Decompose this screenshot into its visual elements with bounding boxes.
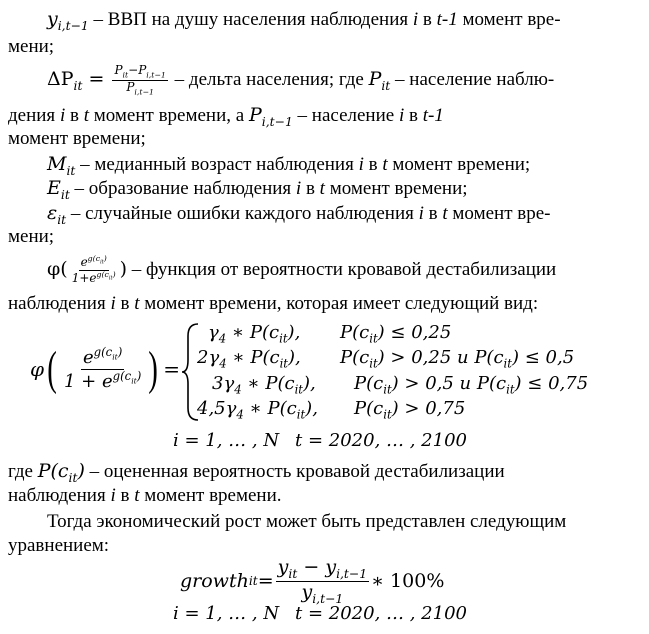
phi-den-sup-end: ) (112, 270, 116, 280)
where-cont-2: в (115, 485, 135, 506)
e-t: t (319, 178, 325, 199)
pw-case-4 (197, 398, 318, 422)
pw-case-3-close: ), (303, 373, 316, 394)
phi-den-sup: g(c (96, 270, 109, 280)
pw-case-2-expr: 2γ (197, 347, 220, 368)
dp-cont-2: в (65, 105, 84, 126)
pw-den-1: 1 + e (64, 370, 113, 392)
dp-p-sub: it (381, 79, 391, 93)
eps-mid: в (423, 203, 443, 224)
growth-num-mid: − y (297, 556, 337, 578)
pw-cond-1-a: P(c (340, 322, 370, 343)
pw-case-1-expr: γ (208, 322, 219, 343)
pw-cond-1-rest: ) ≤ 0,25 (377, 322, 452, 343)
phi-den-1: 1+e (71, 271, 97, 286)
dp-lhs: ΔP (47, 68, 74, 91)
dp-p: P (368, 68, 382, 91)
def-eps-line (47, 202, 550, 231)
pw-case-3-c-sub: it (294, 382, 303, 397)
growth-eq: = (257, 570, 274, 593)
pw-cond-3-rest2: ) ≤ 0,75 (514, 373, 589, 394)
pw-fraction (62, 346, 143, 392)
pw-num-sup-end: ) (117, 344, 123, 359)
dp-t: t (83, 105, 89, 126)
dp-t2: t-1 (422, 105, 444, 126)
def-dp-line (47, 64, 554, 101)
growth-range-i: i = 1, … , N (173, 603, 280, 624)
pw-cond-3 (354, 373, 588, 397)
phi-num-sup-end: ) (103, 254, 107, 264)
pw-case-4-c-sub: it (296, 407, 306, 422)
pw-cond-4 (354, 398, 465, 422)
piecewise-lhs (30, 342, 181, 395)
dp-i: i (59, 105, 66, 126)
pw-left-paren: ( (47, 342, 57, 395)
where-text-2: – оцененная вероятность кровавой дестабилизации (84, 461, 505, 482)
dp-text-2: – население наблю- (390, 69, 555, 91)
pw-phi: φ (30, 357, 45, 381)
pw-case-4-rest: ∗ P(c (243, 398, 297, 419)
dp-num-minus: −P (128, 63, 147, 77)
pw-cond-1 (340, 322, 451, 346)
where-p: P(c (37, 460, 69, 482)
e-symbol: E (47, 177, 61, 199)
def-y-line (47, 8, 561, 37)
dp-p2-sub: i,t−1 (261, 114, 293, 129)
pw-cond-2-sub: it (369, 356, 378, 371)
pw-num-e: e (82, 346, 94, 368)
growth-num (276, 557, 369, 582)
dp-den-p: P (126, 80, 135, 95)
e-sub: it (60, 187, 70, 202)
m-t: t (382, 154, 388, 175)
e-text-2: момент времени; (324, 178, 468, 199)
pw-num-sup: g(c (93, 344, 113, 359)
pw-case-1-c-sub: it (279, 331, 288, 346)
pw-cond-3-sub: it (383, 382, 392, 397)
where-text-1: где (8, 461, 38, 482)
dp-num-sub: it (122, 70, 129, 80)
pw-case-1-expr-sub: 4 (218, 331, 227, 346)
pw-case-2-rest: ∗ P(c (226, 347, 280, 368)
pw-case-2-c-sub: it (279, 356, 288, 371)
pw-cond-2-rest2: ) ≤ 0,5 (511, 347, 575, 368)
phi-num-sup-sub: it (100, 259, 104, 266)
pw-case-2-expr-sub: 4 (219, 356, 227, 371)
pw-range-i: i = 1, … , N (173, 430, 280, 451)
eps-text-1: – случайные ошибки каждого наблюдения (66, 203, 419, 224)
def-y-text-2: момент вре- (457, 9, 561, 30)
m-i: i (358, 154, 364, 175)
phi-cont-1: наблюдения (8, 293, 111, 314)
m-text-2: момент времени; (387, 154, 531, 175)
phi-t: t (134, 293, 140, 314)
eps-symbol: ε (47, 202, 58, 224)
growth-lhs: growth (180, 570, 249, 593)
pw-case-3-expr: 3γ (212, 373, 235, 394)
pw-cond-2-sub2: it (503, 356, 512, 371)
pw-cond-2 (340, 347, 574, 371)
e-mid: в (301, 178, 320, 199)
growth-intro-2: уравнением: (8, 535, 110, 556)
dp-i2: i (398, 105, 405, 126)
pw-cond-3-rest: ) > 0,5 и P(c (391, 373, 507, 394)
growth-intro-1: Тогда экономический рост может быть представлен следующим (47, 511, 567, 532)
dp-numerator (112, 64, 167, 81)
pw-cond-4-sub: it (383, 407, 392, 422)
pw-eq: = (163, 357, 181, 381)
pw-cond-2-rest: ) > 0,25 и P(c (377, 347, 504, 368)
where-cont-1: наблюдения (8, 485, 111, 506)
phi-den (70, 271, 118, 286)
pw-cond-3-a: P(c (354, 373, 384, 394)
eps-t: t (442, 203, 448, 224)
pw-right-paren: ) (148, 342, 159, 395)
m-sub: it (66, 163, 76, 178)
growth-den-y: y (301, 580, 313, 603)
growth-num-y: y (277, 556, 289, 578)
phi-fraction (70, 255, 118, 286)
def-y-i: i (412, 9, 419, 30)
pw-case-4-expr: 4,5γ (197, 398, 237, 419)
dp-cont-5: в (404, 105, 423, 126)
phi-num-e: e (80, 255, 88, 270)
pw-cond-3-sub2: it (506, 382, 515, 397)
pw-cond-2-a: P(c (340, 347, 370, 368)
pw-case-4-expr-sub: 4 (236, 407, 244, 422)
phi-cont-2: в (115, 293, 135, 314)
growth-formula (180, 557, 444, 606)
pw-case-1 (208, 322, 300, 346)
pw-case-1-rest: ∗ P(c (226, 322, 280, 343)
where-cont-3: момент времени. (139, 485, 282, 506)
def-phi-cont (8, 293, 538, 315)
eps-i: i (418, 203, 424, 224)
dp-eq: = (82, 68, 111, 91)
growth-fraction (276, 557, 369, 606)
where-cont (8, 485, 282, 507)
e-text-1: – образование наблюдения (69, 178, 296, 199)
phi-cont-3: момент времени, которая имеет следующий вид: (139, 293, 539, 314)
growth-den-sub: i,t−1 (312, 591, 344, 606)
growth-lhs-sub: it (248, 574, 258, 589)
pw-range-t: t = 2020, … , 2100 (295, 430, 467, 451)
phi-num-sup: g(c (87, 254, 101, 264)
eps-text-2: момент вре- (447, 203, 551, 224)
growth-num-sub1: it (288, 566, 298, 581)
pw-case-3-expr-sub: 4 (234, 382, 242, 397)
dp-fraction (112, 64, 167, 98)
dp-den-sub: i,t−1 (134, 87, 155, 97)
where-sub: it (68, 470, 78, 485)
pw-case-2 (197, 347, 301, 371)
pw-cond-1-sub: it (369, 331, 378, 346)
growth-range-t: t = 2020, … , 2100 (295, 603, 467, 624)
dp-cont-1: дения (8, 105, 60, 126)
dp-num-p: P (114, 63, 123, 77)
eps-sub: it (57, 212, 67, 227)
phi-num (79, 255, 109, 271)
phi-den-sup-sub: it (108, 275, 113, 282)
e-i: i (295, 178, 302, 199)
y-symbol: y (47, 8, 58, 30)
phi-close: ) (119, 258, 128, 280)
def-eps-cont: мени; (8, 226, 55, 247)
dp-lhs-sub: it (73, 79, 83, 93)
def-phi-line (47, 252, 556, 287)
pw-den (62, 370, 143, 393)
pw-num-sup-sub: it (112, 352, 118, 362)
dp-denominator (124, 81, 156, 97)
m-symbol: M (47, 153, 67, 175)
def-y-mid: в (418, 9, 437, 30)
phi-i: i (110, 293, 116, 314)
dp-p2: P (248, 104, 262, 126)
pw-den-sup-end: ) (136, 368, 142, 383)
pw-case-3-rest: ∗ P(c (241, 373, 295, 394)
pw-cond-4-rest: ) > 0,75 (391, 398, 466, 419)
pw-case-2-close: ), (288, 347, 301, 368)
y-subscript: i,t−1 (57, 18, 89, 33)
def-y-text: – ВВП на душу населения наблюдения (88, 9, 413, 30)
def-dp-cont-2: момент времени; (8, 128, 146, 149)
dp-cont-3: момент времени, а (88, 105, 249, 126)
phi-text-1: – функция от вероятности кровавой дестабилизации (127, 259, 557, 280)
dp-cont-4: – население (292, 105, 399, 126)
m-mid: в (363, 154, 383, 175)
pw-case-1-close: ), (287, 322, 301, 343)
pw-den-sup: g(c (112, 368, 132, 383)
phi-open: φ( (47, 258, 68, 280)
growth-num-sub2: i,t−1 (336, 566, 368, 581)
where-t: t (134, 485, 140, 506)
growth-rest: ∗ 100% (371, 570, 445, 593)
def-y-t: t-1 (436, 9, 458, 30)
pw-num (81, 346, 124, 370)
pw-case-3 (212, 373, 316, 397)
where-i: i (110, 485, 116, 506)
dp-num-sub2: i,t−1 (146, 70, 166, 80)
pw-cond-4-a: P(c (354, 398, 384, 419)
pw-case-4-close: ), (305, 398, 318, 419)
m-text-1: – медианный возраст наблюдения (75, 154, 359, 175)
pw-den-sup-sub: it (131, 375, 137, 385)
def-y-cont: мени; (8, 36, 55, 57)
where-close: ) (77, 460, 85, 482)
dp-text-1: – дельта населения; где (169, 69, 369, 91)
